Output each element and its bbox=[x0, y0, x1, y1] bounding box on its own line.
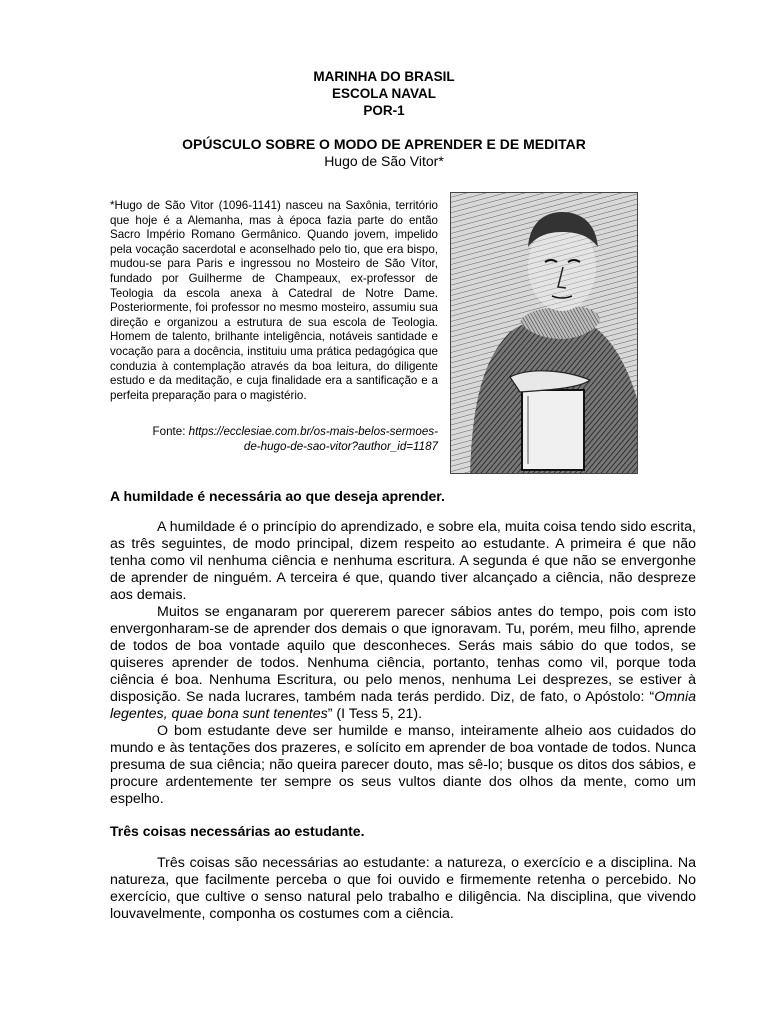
source-citation bbox=[110, 425, 438, 454]
source-url-1: https://ecclesiae.com.br/os-mais-belos-sermoes- bbox=[188, 425, 438, 438]
header-line-2: ESCOLA NAVAL bbox=[332, 86, 436, 101]
section-2-body bbox=[110, 855, 696, 923]
section-2-heading: Três coisas necessárias ao estudante. bbox=[110, 823, 365, 839]
header-line-3: POR-1 bbox=[363, 103, 405, 118]
paragraph-text: Muitos se enganaram por quererem parecer sábios antes do tempo, pois com isto envergonharam-se de aprender dos demais o que ignoravam. Tu, porém, meu filho, aprende de todos de boa vontade aquilo que desconheces. Serás mais sábio do que todos, se quiseres aprender de todos. Nenhuma ciência, portanto, tenhas como vil, porque toda ciência é boa. Nenhuma Escritura, ou pelo menos, nenhuma Lei desprezes, se estiver à disposição. Se nada lucrares, também nada terás perdido. Diz, de fato, o Apóstolo: “ bbox=[110, 604, 696, 705]
header-line-1: MARINHA DO BRASIL bbox=[313, 69, 455, 84]
source-label: Fonte: bbox=[152, 425, 189, 438]
latin-quote: Omnia legentes, quae bona sunt tenentes bbox=[110, 689, 696, 722]
author-bio: *Hugo de São Vitor (1096-1141) nasceu na Saxônia, território que hoje é a Alemanha, mas à época fazia parte do então Sacro Império Romano Germânico. Quando jovem, impelido pela vocação sacerdotal e aconselhado pelo tio, que era bispo, mudou-se para Paris e ingressou no Mosteiro de São Vítor, fundado por Guilherme de Champeaux, ex-professor de Teologia da escola anexa à Catedral de Notre Dame. Posteriormente, foi professor no mesmo mosteiro, assumiu sua direção e organizou a estrutura de sua escola de Teologia. Homem de talento, brilhante inteligência, notáveis santidade e vocação para a docência, instituiu uma prática pedagógica que conduzia à contemplação através da boa leitura, do diligente estudo e da meditação, e cuja finalidade era a santificação e a perfeita preparação para o magistério. bbox=[110, 199, 438, 402]
portrait-engraving bbox=[450, 192, 638, 474]
paragraph-text: ” (I Tess 5, 21). bbox=[327, 706, 423, 722]
paragraph: A humildade é o princípio do aprendizado, e sobre ela, muita coisa tendo sido escrita, as três seguintes, de modo principal, dizem respeito ao estudante. A primeira é que não tenha como vil nenhuma ciência e nenhuma escritura. A segunda é que não se envergonhe de aprender de ninguém. A terceira é que, quando tiver alcançado a ciência, não despreze aos demais. bbox=[110, 519, 696, 603]
source-url-2: de-hugo-de-sao-vitor?author_id=1187 bbox=[243, 439, 438, 453]
paragraph bbox=[110, 604, 696, 723]
paragraph: O bom estudante deve ser humilde e manso, inteiramente alheio aos cuidados do mundo e às tentações dos prazeres, e solícito em aprender de boa vontade de todos. Nunca presuma de sua ciência; não queira parecer douto, mas sê-lo; busque os ditos dos sábios, e procure ardentemente ter sempre os seus vultos diante dos olhos da mente, como um espelho. bbox=[110, 723, 696, 807]
author-line: Hugo de São Vitor* bbox=[324, 153, 444, 169]
paragraph: Três coisas são necessárias ao estudante: a natureza, o exercício e a disciplina. Na natureza, que facilmente perceba o que foi ouvido e firmemente retenha o percebido. No exercício, que cultive o senso natural pelo trabalho e diligência. Na disciplina, que vivendo louvavelmente, componha os costumes com a ciência. bbox=[110, 855, 696, 922]
section-1-heading: A humildade é necessária ao que deseja aprender. bbox=[110, 488, 445, 504]
section-1-body bbox=[110, 519, 696, 808]
document-title: OPÚSCULO SOBRE O MODO DE APRENDER E DE MEDITAR bbox=[182, 136, 586, 152]
